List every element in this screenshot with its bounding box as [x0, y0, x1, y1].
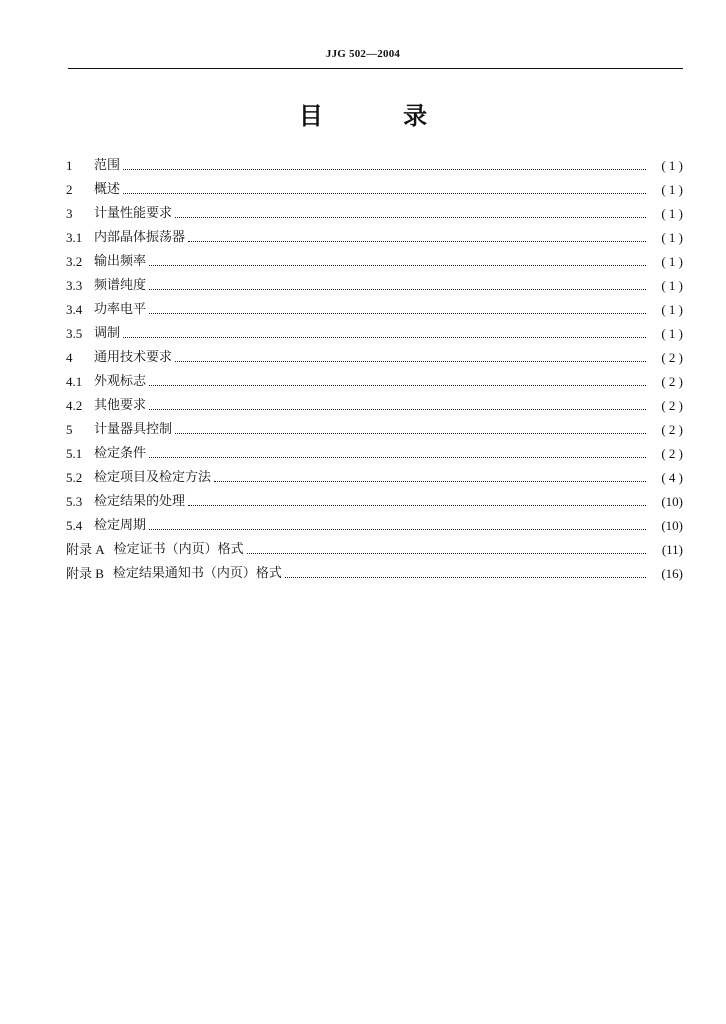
toc-entry-page: (10) [661, 518, 683, 533]
toc-heading: 目 录 [298, 102, 464, 130]
dot-leader [149, 394, 646, 418]
toc-entry-title: 其他要求 [94, 398, 147, 413]
toc-entry-title: 检定结果的处理 [94, 494, 186, 509]
toc-entry-appendix-a[interactable] [66, 538, 683, 562]
toc-entry-page: ( 1 ) [661, 182, 683, 197]
toc-entry-page: ( 1 ) [661, 254, 683, 269]
toc-entry-number: 5 [66, 422, 73, 437]
toc-entry-title: 概述 [94, 182, 121, 197]
toc-entry-title: 频谱纯度 [94, 278, 147, 293]
toc-entry-appendix-b[interactable] [66, 562, 683, 586]
toc-list [66, 154, 683, 586]
toc-entry-title: 内部晶体振荡器 [94, 230, 186, 245]
toc-entry-title: 范围 [94, 158, 121, 173]
toc-entry-number: 3.3 [66, 278, 83, 293]
toc-entry-title: 外观标志 [94, 374, 147, 389]
toc-entry-page: ( 4 ) [661, 470, 683, 485]
toc-entry-number: 3.1 [66, 230, 83, 245]
dot-leader [149, 250, 646, 274]
toc-entry-number: 2 [66, 182, 73, 197]
toc-entry-3[interactable] [66, 202, 683, 226]
dot-leader [247, 538, 646, 562]
toc-entry-page: ( 1 ) [661, 230, 683, 245]
toc-entry-page: ( 2 ) [661, 374, 683, 389]
toc-entry-title: 通用技术要求 [94, 350, 173, 365]
toc-entry-number: 3 [66, 206, 73, 221]
toc-entry-page: (16) [661, 566, 683, 581]
toc-entry-page: ( 1 ) [661, 302, 683, 317]
toc-entry-4-1[interactable] [66, 370, 683, 394]
toc-entry-number: 4.1 [66, 374, 83, 389]
toc-entry-page: ( 1 ) [661, 278, 683, 293]
toc-entry-number: 5.2 [66, 470, 83, 485]
dot-leader [149, 370, 646, 394]
dot-leader [214, 466, 646, 490]
toc-entry-title: 检定条件 [94, 446, 147, 461]
toc-entry-page: (10) [661, 494, 683, 509]
toc-entry-title: 调制 [94, 326, 121, 341]
toc-entry-5[interactable] [66, 418, 683, 442]
toc-entry-title: 计量性能要求 [94, 206, 173, 221]
toc-entry-page: ( 2 ) [661, 350, 683, 365]
toc-entry-2[interactable] [66, 178, 683, 202]
toc-entry-title: 检定项目及检定方法 [94, 470, 212, 485]
header-rule [68, 68, 683, 69]
dot-leader [123, 178, 646, 202]
dot-leader [149, 442, 646, 466]
toc-entry-3-2[interactable] [66, 250, 683, 274]
toc-entry-3-5[interactable] [66, 322, 683, 346]
toc-entry-number: 3.4 [66, 302, 83, 317]
dot-leader [149, 298, 646, 322]
toc-entry-number: 5.3 [66, 494, 83, 509]
page-header [0, 48, 726, 60]
toc-entry-number: 附录 B [66, 566, 104, 581]
toc-entry-page: ( 1 ) [661, 158, 683, 173]
toc-entry-title: 检定周期 [94, 518, 147, 533]
dot-leader [149, 274, 646, 298]
toc-entry-number: 附录 A [66, 542, 105, 557]
toc-entry-page: ( 2 ) [661, 422, 683, 437]
toc-entry-title: 检定结果通知书（内页）格式 [112, 566, 282, 581]
toc-entry-number: 4 [66, 350, 73, 365]
dot-leader [175, 202, 646, 226]
toc-entry-number: 4.2 [66, 398, 83, 413]
dot-leader [188, 490, 646, 514]
dot-leader [149, 514, 646, 538]
toc-entry-number: 1 [66, 158, 73, 173]
toc-entry-title: 功率电平 [94, 302, 147, 317]
standard-code: JJG 502—2004 [325, 48, 401, 60]
dot-leader [175, 346, 646, 370]
toc-entry-1[interactable] [66, 154, 683, 178]
toc-entry-3-3[interactable] [66, 274, 683, 298]
dot-leader [285, 562, 646, 586]
toc-entry-page: (11) [661, 542, 683, 557]
toc-entry-4-2[interactable] [66, 394, 683, 418]
dot-leader [123, 322, 646, 346]
toc-entry-page: ( 2 ) [661, 398, 683, 413]
toc-entry-5-1[interactable] [66, 442, 683, 466]
toc-entry-number: 5.4 [66, 518, 83, 533]
toc-entry-number: 3.5 [66, 326, 83, 341]
toc-entry-4[interactable] [66, 346, 683, 370]
toc-entry-5-4[interactable] [66, 514, 683, 538]
toc-entry-title: 计量器具控制 [94, 422, 173, 437]
dot-leader [175, 418, 646, 442]
dot-leader [188, 226, 646, 250]
toc-entry-5-2[interactable] [66, 466, 683, 490]
toc-entry-title: 检定证书（内页）格式 [113, 542, 244, 557]
toc-entry-3-1[interactable] [66, 226, 683, 250]
toc-entry-number: 5.1 [66, 446, 83, 461]
toc-entry-title: 输出频率 [94, 254, 147, 269]
toc-entry-page: ( 1 ) [661, 206, 683, 221]
dot-leader [123, 154, 646, 178]
toc-entry-3-4[interactable] [66, 298, 683, 322]
toc-entry-5-3[interactable] [66, 490, 683, 514]
toc-entry-page: ( 1 ) [661, 326, 683, 341]
toc-entry-number: 3.2 [66, 254, 83, 269]
toc-entry-page: ( 2 ) [661, 446, 683, 461]
